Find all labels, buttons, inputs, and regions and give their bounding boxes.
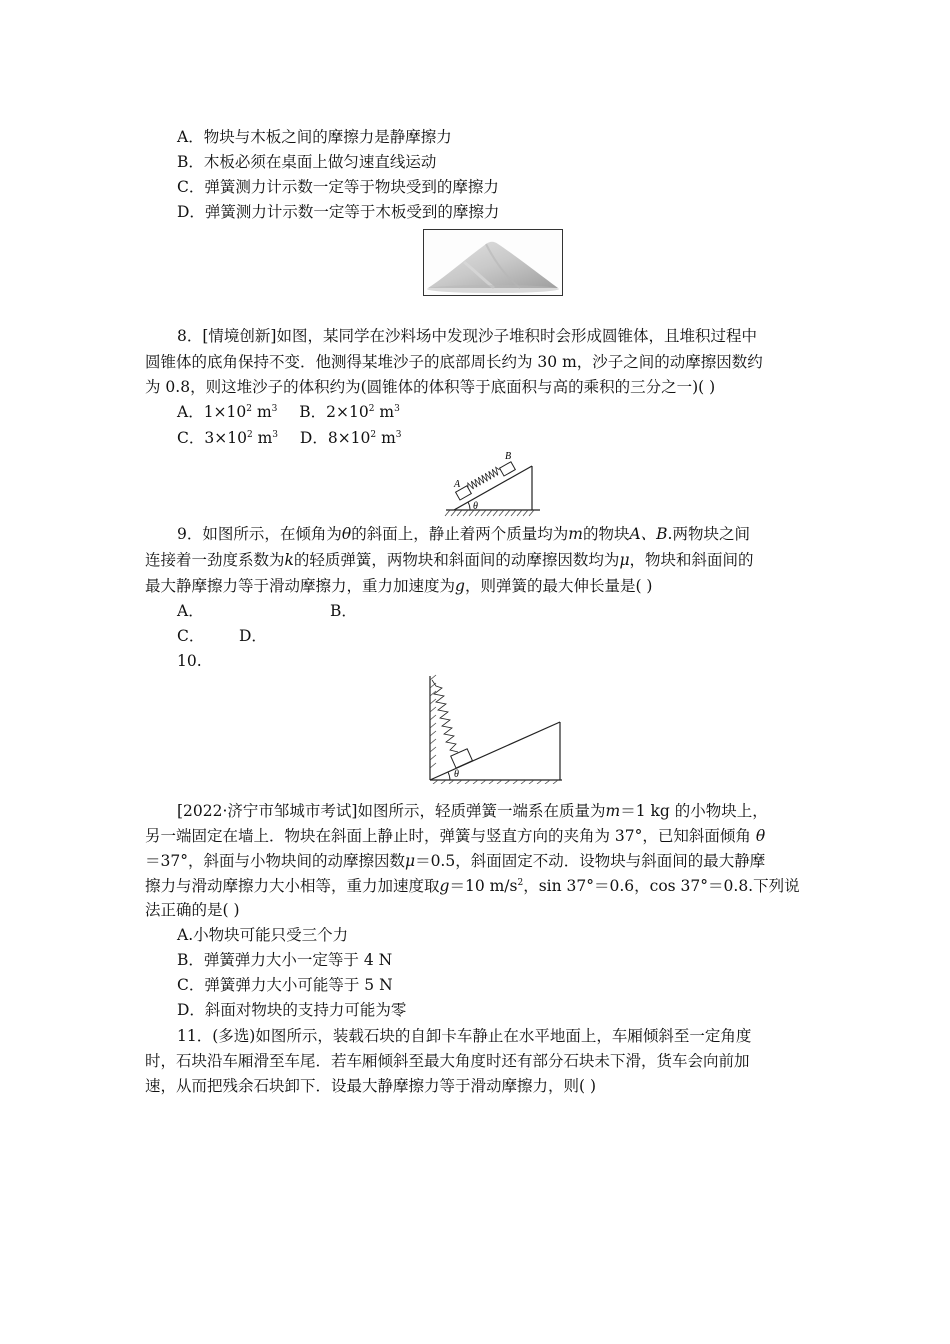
q9-label-a: A <box>454 479 461 490</box>
q10-line-5: 法正确的是( ) <box>145 901 240 919</box>
q8-options-cd <box>177 428 402 448</box>
q9-option-c: C． <box>177 627 205 645</box>
q9-line-1: 9．如图所示，在倾角为θ的斜面上，静止着两个质量均为m的物块A、B.两物块之间 <box>177 525 750 543</box>
q9-option-b: B． <box>330 602 357 620</box>
q9-line-2: 连接着一劲度系数为k的轻质弹簧，两物块和斜面间的动摩擦因数均为μ，物块和斜面间的 <box>145 551 754 569</box>
q10-option-b: B．弹簧弹力大小一定等于 4 N <box>177 951 393 969</box>
q10-line-2: 另一端固定在墙上．物块在斜面上静止时，弹簧与竖直方向的夹角为 37°，已知斜面倾角 θ <box>145 827 766 845</box>
q10-option-d: D．斜面对物块的支持力可能为零 <box>177 1001 407 1019</box>
q10-line-3: ＝37°，斜面与小物块间的动摩擦因数μ＝0.5，斜面固定不动．设物块与斜面间的最大静摩 <box>145 852 766 870</box>
q10-label-theta: θ <box>454 769 459 780</box>
q7-option-c: C．弹簧测力计示数一定等于物块受到的摩擦力 <box>177 178 499 196</box>
q8-option-b: B．$2\times 10^2$ $m^3$ <box>299 403 400 421</box>
q9-label-theta: θ <box>473 501 478 512</box>
q9-option-a: A． <box>177 602 204 620</box>
q10-wall-spring-incline-diagram <box>424 672 564 784</box>
q9-incline-diagram <box>440 448 544 520</box>
q7-option-d: D．弹簧测力计示数一定等于木板受到的摩擦力 <box>177 203 500 221</box>
q8-option-c: C．$3\times 10^2$ $m^3$ <box>177 429 279 447</box>
q8-line-2: 圆锥体的底角保持不变．他测得某堆沙子的底部周长约为 30 m，沙子之间的动摩擦因数约 <box>145 353 763 371</box>
q11-line-1: 11．(多选)如图所示，装载石块的自卸卡车静止在水平地面上，车厢倾斜至一定角度 <box>177 1027 752 1045</box>
q9-line-3: 最大静摩擦力等于滑动摩擦力，重力加速度为g，则弹簧的最大伸长量是( ) <box>145 577 653 595</box>
q8-line-3: 为 0.8，则这堆沙子的体积约为(圆锥体的体积等于底面积与高的乘积的三分之一)( ) <box>145 378 716 396</box>
q9-label-b: B <box>505 451 512 462</box>
q9-option-d: D． <box>239 627 267 645</box>
q10-option-a: A.小物块可能只受三个力 <box>177 926 349 944</box>
q10-number: 10. <box>177 652 202 670</box>
q11-line-3: 速，从而把残余石块卸下．设最大静摩擦力等于滑动摩擦力，则( ) <box>145 1077 597 1095</box>
q7-option-a: A．物块与木板之间的摩擦力是静摩擦力 <box>177 128 452 146</box>
q8-option-d: D．$8\times 10^2$ $m^3$ <box>299 429 402 447</box>
q8-line-1: 8．[情境创新]如图，某同学在沙料场中发现沙子堆积时会形成圆锥体，且堆积过程中 <box>177 327 757 345</box>
q10-option-c: C．弹簧弹力大小可能等于 5 N <box>177 976 393 994</box>
q10-line-4: 擦力与滑动摩擦力大小相等，重力加速度取g＝10 $m/s^2$，sin 37°＝0.6，cos 37°＝0.8.下列说 <box>145 877 800 895</box>
sand-pile-image <box>423 229 563 296</box>
q8-option-a: A．$1\times 10^2$ $m^3$ <box>177 403 278 421</box>
q11-line-2: 时，石块沿车厢滑至车尾．若车厢倾斜至最大角度时还有部分石块未下滑，货车会向前加 <box>145 1052 750 1070</box>
q10-line-1: [2022·济宁市邹城市考试]如图所示，轻质弹簧一端系在质量为m＝1 kg 的小物块上， <box>177 802 768 820</box>
q7-option-b: B．木板必须在桌面上做匀速直线运动 <box>177 153 437 171</box>
q8-options-ab <box>177 402 400 422</box>
